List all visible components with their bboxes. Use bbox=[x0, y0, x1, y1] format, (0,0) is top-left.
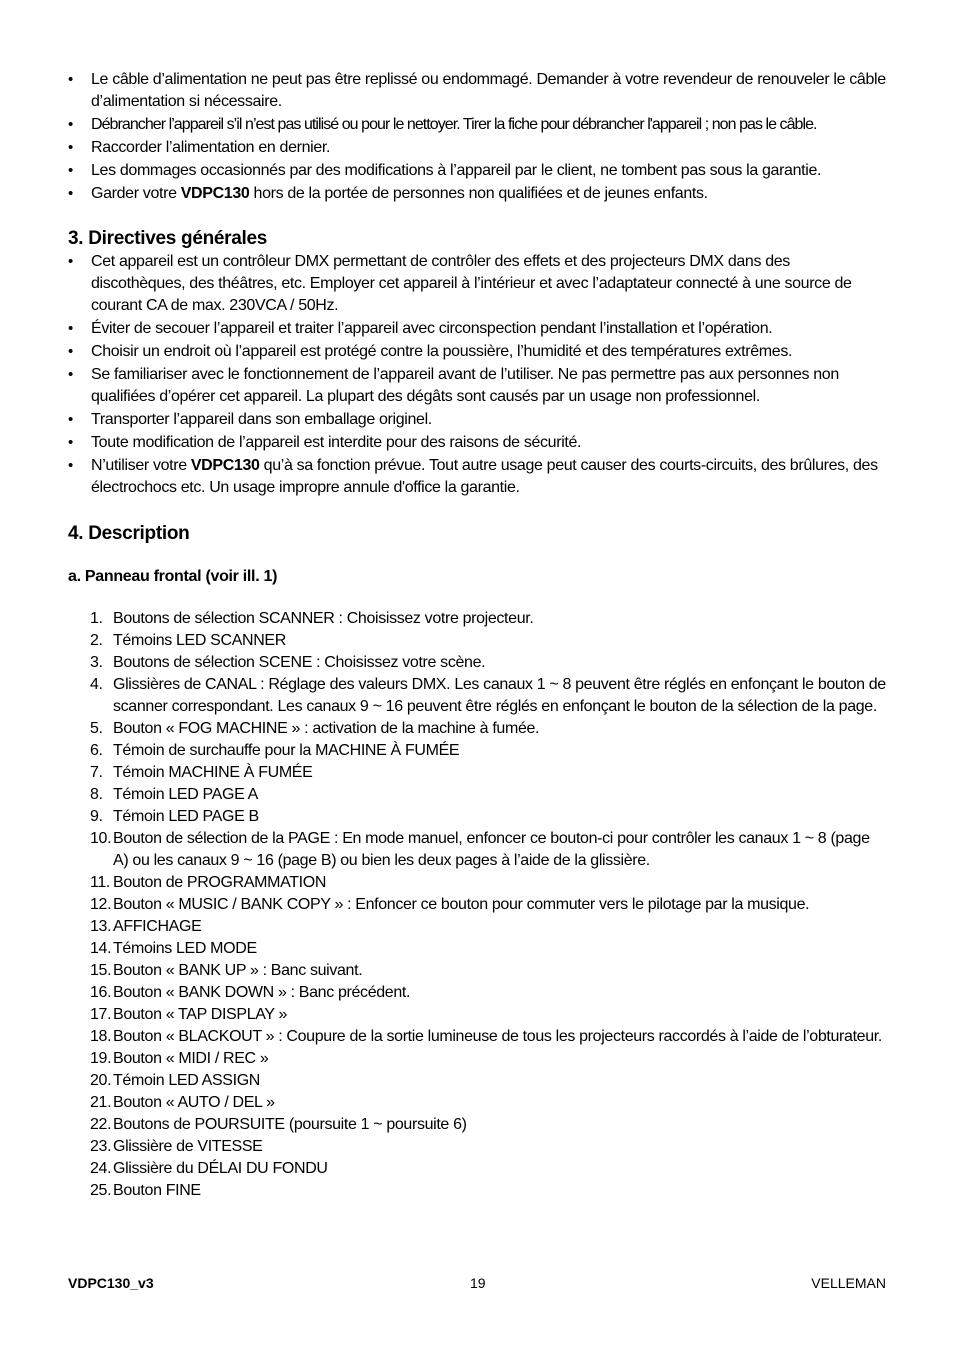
item-number: 9. bbox=[90, 808, 103, 825]
item-number: 22. bbox=[90, 1116, 112, 1133]
list-item bbox=[90, 762, 888, 784]
item-number: 2. bbox=[90, 632, 103, 649]
text: qu’à sa fonction prévue. Tout autre usage peut causer des courts-circuits, des brûlures, des électrochocs etc. Un usage impropre annule d'office la garantie. bbox=[91, 457, 878, 496]
list-item: • Cet appareil est un contrôleur DMX permettant de contrôler des effets et des projecteurs DMX dans des discothèques, des théâtres, etc. Employer cet appareil à l’intérieur et avec l’adaptateur connecté à une source de courant CA de max. 230VCA / 50Hz. bbox=[68, 251, 888, 317]
item-text: Bouton « AUTO / DEL » bbox=[113, 1094, 275, 1111]
page-footer bbox=[68, 1275, 886, 1293]
list-item bbox=[90, 938, 888, 960]
item-text: Bouton « MIDI / REC » bbox=[113, 1050, 269, 1067]
item-number: 20. bbox=[90, 1072, 112, 1089]
item-number: 23. bbox=[90, 1138, 112, 1155]
list-item bbox=[90, 1158, 888, 1180]
item-text: Bouton de sélection de la PAGE : En mode manuel, enfoncer ce bouton-ci pour contrôler les canaux 1 ~ 8 (page A) ou les canaux 9 ~ 16 (page B) ou bien les deux pages à l’aide de la glissière. bbox=[113, 830, 870, 869]
page-number: 19 bbox=[470, 1275, 486, 1291]
list-item bbox=[90, 894, 888, 916]
item-text: Bouton « BANK UP » : Banc suivant. bbox=[113, 962, 363, 979]
item-text: Bouton « BANK DOWN » : Banc précédent. bbox=[113, 984, 411, 1001]
list-item bbox=[90, 1136, 888, 1158]
item-text: Bouton « FOG MACHINE » : activation de la machine à fumée. bbox=[113, 720, 540, 737]
text: Garder votre bbox=[91, 185, 181, 202]
list-item bbox=[90, 982, 888, 1004]
item-text: Témoin LED PAGE B bbox=[113, 808, 259, 825]
list-item bbox=[90, 1092, 888, 1114]
item-text: Témoin LED ASSIGN bbox=[113, 1072, 260, 1089]
item-text: Boutons de POURSUITE (poursuite 1 ~ poursuite 6) bbox=[113, 1116, 467, 1133]
list-item bbox=[90, 630, 888, 652]
item-text: Témoin LED PAGE A bbox=[113, 786, 258, 803]
item-number: 13. bbox=[90, 918, 112, 935]
list-item: • Raccorder l’alimentation en dernier. bbox=[68, 137, 888, 159]
list-item bbox=[68, 455, 888, 499]
list-item bbox=[90, 608, 888, 630]
list-item bbox=[90, 806, 888, 828]
item-text: Glissière du DÉLAI DU FONDU bbox=[113, 1160, 328, 1177]
item-text: Boutons de sélection SCANNER : Choisissez votre projecteur. bbox=[113, 610, 534, 627]
item-number: 10. bbox=[90, 830, 112, 847]
item-number: 19. bbox=[90, 1050, 112, 1067]
product-name: VDPC130 bbox=[190, 457, 260, 474]
item-text: Glissière de VITESSE bbox=[113, 1138, 263, 1155]
list-item bbox=[90, 1026, 888, 1048]
list-item: • Se familiariser avec le fonctionnement de l’appareil avant de l’utiliser. Ne pas permettre pas aux personnes non qualifiées d’opérer cet appareil. La plupart des dégâts sont causés par un usage non professionnel. bbox=[68, 364, 888, 408]
subsection-heading: a. Panneau frontal (voir ill. 1) bbox=[68, 568, 278, 585]
list-item: • Choisir un endroit où l’appareil est protégé contre la poussière, l’humidité et des températures extrêmes. bbox=[68, 341, 888, 363]
list-item bbox=[90, 784, 888, 806]
text: hors de la portée de personnes non qualifiées et de jeunes enfants. bbox=[249, 185, 708, 202]
list-item bbox=[90, 1114, 888, 1136]
item-number: 25. bbox=[90, 1182, 112, 1199]
item-text: Témoin MACHINE À FUMÉE bbox=[113, 764, 313, 781]
item-number: 4. bbox=[90, 676, 103, 693]
item-number: 11. bbox=[90, 874, 111, 891]
list-item: • Toute modification de l’appareil est interdite pour des raisons de sécurité. bbox=[68, 432, 888, 454]
item-text: Glissières de CANAL : Réglage des valeurs DMX. Les canaux 1 ~ 8 peuvent être réglés en enfonçant le bouton de scanner correspondant. Les canaux 9 ~ 16 peuvent être réglés en enfonçant le bouton de la sélection de la page. bbox=[113, 676, 886, 715]
section-4-heading: 4. Description bbox=[68, 523, 190, 544]
item-number: 15. bbox=[90, 962, 112, 979]
footer-doc-id: VDPC130_v3 bbox=[68, 1275, 154, 1291]
list-item bbox=[90, 1070, 888, 1092]
item-number: 8. bbox=[90, 786, 103, 803]
item-number: 18. bbox=[90, 1028, 112, 1045]
item-number: 1. bbox=[90, 610, 103, 627]
item-text: Témoins LED MODE bbox=[113, 940, 257, 957]
item-number: 5. bbox=[90, 720, 103, 737]
item-text: Bouton « TAP DISPLAY » bbox=[113, 1006, 288, 1023]
list-item bbox=[90, 960, 888, 982]
item-number: 24. bbox=[90, 1160, 112, 1177]
item-number: 6. bbox=[90, 742, 103, 759]
item-number: 3. bbox=[90, 654, 103, 671]
list-item bbox=[90, 674, 888, 718]
item-text: Bouton « MUSIC / BANK COPY » : Enfoncer ce bouton pour commuter vers le pilotage par la musique. bbox=[113, 896, 810, 913]
list-item: • Éviter de secouer l’appareil et traiter l’appareil avec circonspection pendant l’installation et l’opération. bbox=[68, 318, 888, 340]
item-number: 16. bbox=[90, 984, 112, 1001]
list-item bbox=[90, 740, 888, 762]
list-item bbox=[68, 183, 888, 205]
item-text: Boutons de sélection SCENE : Choisissez votre scène. bbox=[113, 654, 486, 671]
front-panel-list bbox=[68, 608, 888, 1202]
list-item: • Transporter l’appareil dans son emballage originel. bbox=[68, 409, 888, 431]
list-item bbox=[90, 872, 888, 894]
item-number: 14. bbox=[90, 940, 112, 957]
product-name: VDPC130 bbox=[180, 185, 250, 202]
item-number: 21. bbox=[90, 1094, 112, 1111]
text: N’utiliser votre bbox=[91, 457, 191, 474]
item-text: Bouton de PROGRAMMATION bbox=[113, 874, 327, 891]
section-3-heading: 3. Directives générales bbox=[68, 228, 268, 249]
item-number: 17. bbox=[90, 1006, 112, 1023]
list-item: • Le câble d’alimentation ne peut pas être replissé ou endommagé. Demander à votre revendeur de renouveler le câble d’alimentation si nécessaire. bbox=[68, 69, 888, 113]
item-text: Bouton FINE bbox=[113, 1182, 201, 1199]
item-text: Témoins LED SCANNER bbox=[113, 632, 286, 649]
item-number: 12. bbox=[90, 896, 112, 913]
list-item bbox=[90, 718, 888, 740]
item-text: Bouton « BLACKOUT » : Coupure de la sortie lumineuse de tous les projecteurs raccordés à l’aide de l’obturateur. bbox=[113, 1028, 882, 1045]
list-item: • Débrancher l’appareil s’il n’est pas utilisé ou pour le nettoyer. Tirer la fiche pour débrancher l'appareil ; non pas le câble. bbox=[68, 114, 888, 136]
list-item: • Les dommages occasionnés par des modifications à l’appareil par le client, ne tombent pas sous la garantie. bbox=[68, 160, 888, 182]
page-content bbox=[68, 69, 888, 1202]
list-item bbox=[90, 828, 888, 872]
list-item bbox=[90, 1048, 888, 1070]
list-item bbox=[90, 916, 888, 938]
item-text: Témoin de surchauffe pour la MACHINE À FUMÉE bbox=[113, 742, 460, 759]
item-number: 7. bbox=[90, 764, 103, 781]
section-3-bullet-list bbox=[68, 251, 888, 499]
footer-brand: VELLEMAN bbox=[811, 1275, 886, 1291]
intro-bullet-list bbox=[68, 69, 888, 205]
item-text: AFFICHAGE bbox=[113, 918, 202, 935]
list-item bbox=[90, 1180, 888, 1202]
list-item bbox=[90, 652, 888, 674]
list-item bbox=[90, 1004, 888, 1026]
